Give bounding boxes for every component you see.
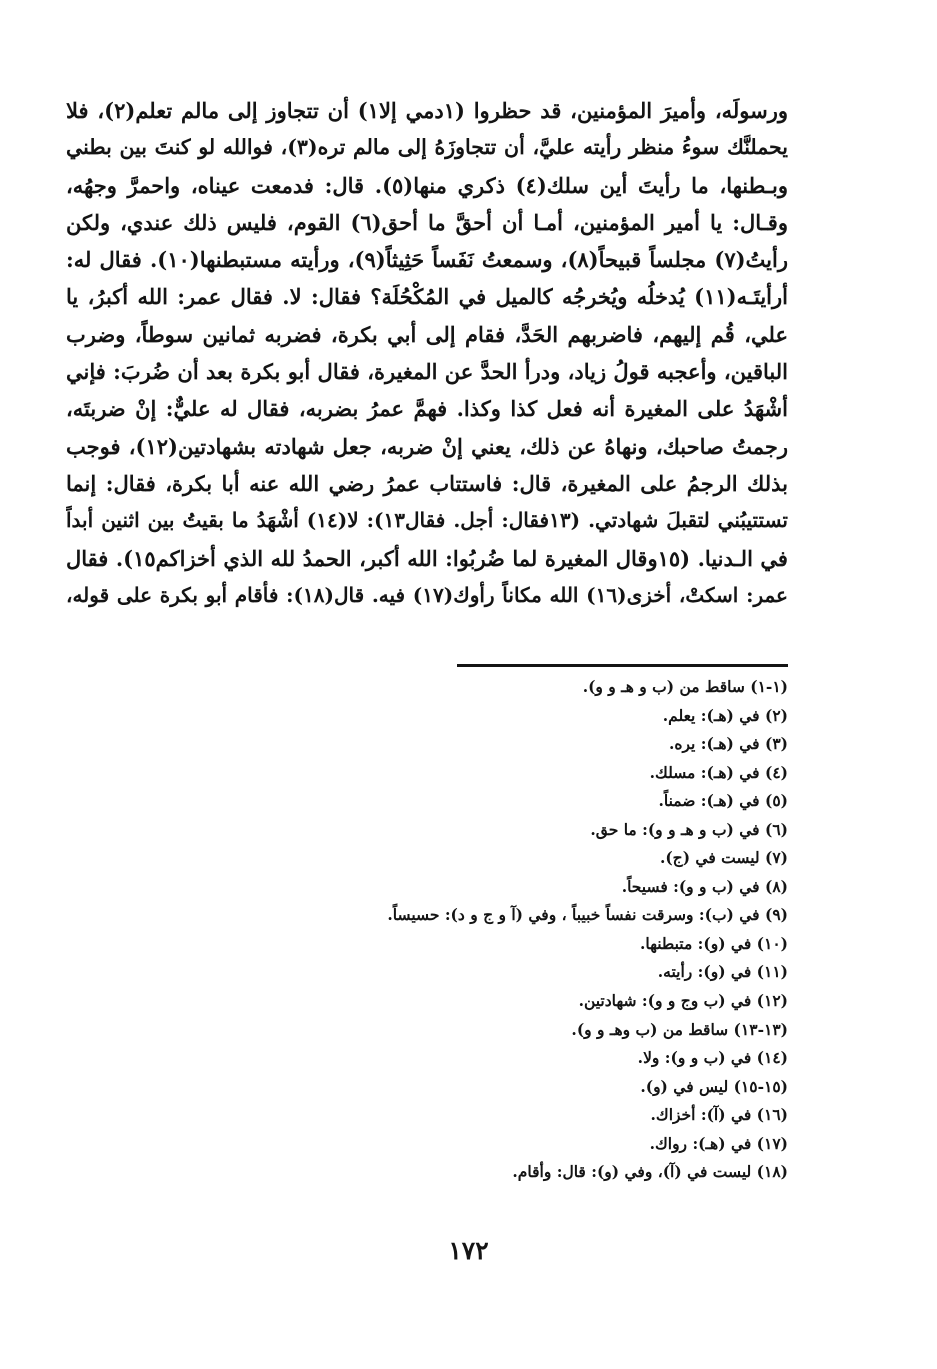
main-text-line: بذلك الرجمُ على المغيرة، قال: فاستتاب عمرُ رضي الله عنه أبا بكرة، فقال: إنما <box>66 470 788 496</box>
main-text-block <box>66 92 788 614</box>
main-text-line: علي، قُم إليهم، فاضربهم الحَدَّ، فقام إلى أبي بكرة، فضربه ثمانين سوطاً، وضرب <box>66 321 788 347</box>
footnote: (٨) في (ب و و): فسيحاً. <box>621 876 788 896</box>
footnote: (٢) في (هـ): يعلم. <box>662 705 788 725</box>
main-text-line: في الـدنيا. (١٥وقال المغيرة لما ضُربُوا: الله أكبر، الحمدُ لله الذي أخزاكم١٥). فقال <box>66 545 788 571</box>
footnote: (١٧) في (هـ): رواك. <box>649 1133 788 1153</box>
main-text-line: تستتيبُني لتقبلَ شهادتي. (١٣فقال: أجل. فقال١٣): لا(١٤) أشْهَدُ ما بقيتُ بين اثنين أبداً <box>66 508 788 533</box>
footnote: (٣) في (هـ): يره. <box>668 734 788 754</box>
footnote: (١٣-١٣) ساقط من (ب وهـ و و). <box>571 1019 788 1039</box>
footnote: (٦) في (ب و هـ و و): ما حق. <box>590 819 788 839</box>
main-text-line: يحملنَّك سوءُ منظر رأيته عليَّ، أن تتجاوزَهُ إلى مالم تره(٣)، فوالله لو كنتَ بين بطني <box>66 135 788 160</box>
footnotes-block <box>148 673 788 1187</box>
main-text-line: أشْهَدُ على المغيرة أنه فعل كذا وكذا. فهمَّ عمرُ بضربه، فقال له عليٌّ: إنْ ضربتَه، <box>66 396 788 422</box>
main-text-line: الباقين، وأعجبه قولُ زياد، ودرأ الحدَّ عن المغيرة، فقال أبو بكرة بعد أن ضُربَ: فإني <box>66 359 788 385</box>
footnote: (٤) في (هـ): مسلك. <box>649 762 788 782</box>
footnote: (٩) في (ب): وسرقت نفساً خبيباً ، وفي (آ و ج و د): حسيساً. <box>387 905 788 925</box>
main-text-line: أرأيتَـه(١١) يُدخلُه ويُخرجُه كالميل في المُكْحُلَة؟ فقال: لا. فقال عمر: الله أكبرُ، يا <box>66 284 788 310</box>
main-text-line: رجمتُ صاحبك، ونهاهُ عن ذلك، يعني إنْ ضربه، جعل شهادته بشهادتين(١٢)، فوجب <box>66 433 788 459</box>
footnote: (١٤) في (ب و و): ولا. <box>637 1048 788 1068</box>
footnote: (١٠) في (و): متبطنها. <box>639 933 788 953</box>
footnote: (١٨) ليست في (آ)، وفي (و): قال: وأقام. <box>512 1162 788 1182</box>
main-text-line: ورسولَه، وأميرَ المؤمنين، قد حظروا (١دمي إلا١) أن تتجاوز إلى مالم تعلم(٢)، فلا <box>66 98 788 123</box>
page-number: ١٧٢ <box>448 1236 489 1265</box>
main-text-line: رأيتُ(٧) مجلساً قبيحاً(٨)، وسمعتُ نَفَساً حَثِيثاً(٩)، ورأيته مستبطنها(١٠). فقال له: <box>66 247 788 273</box>
footnote: (١-١) ساقط من (ب و هـ و و). <box>582 677 788 696</box>
footnote: (١٢) في (ب وج و و): شهادتين. <box>578 991 788 1011</box>
main-text-line: وبـطنها، ما رأيتَ أين سلك(٤) ذكري منها(٥). قال: فدمعت عيناه، واحمرَّ وجهُه، <box>66 172 788 198</box>
footnote-divider <box>457 664 788 667</box>
footnote: (١٥-١٥) ليس في (و). <box>640 1076 788 1096</box>
footnote: (١١) في (و): رأيته. <box>657 962 788 982</box>
main-text-line: وقـال: يا أمير المؤمنين، أمـا أن أحقَّ ما أحق(٦) القوم، فليس ذلك عندي، ولكن <box>66 209 788 235</box>
footnote: (٧) ليست في (ج). <box>659 848 788 868</box>
main-text-line: عمر: اسكتْ، أخزى(١٦) الله مكاناً رأوك(١٧) فيه. قال(١٨): فأقام أبو بكرة على قوله، <box>66 582 788 607</box>
footnote: (٥) في (هـ): ضمناً. <box>658 791 788 811</box>
footnote: (١٦) في (آ): أخزاك. <box>650 1105 788 1125</box>
